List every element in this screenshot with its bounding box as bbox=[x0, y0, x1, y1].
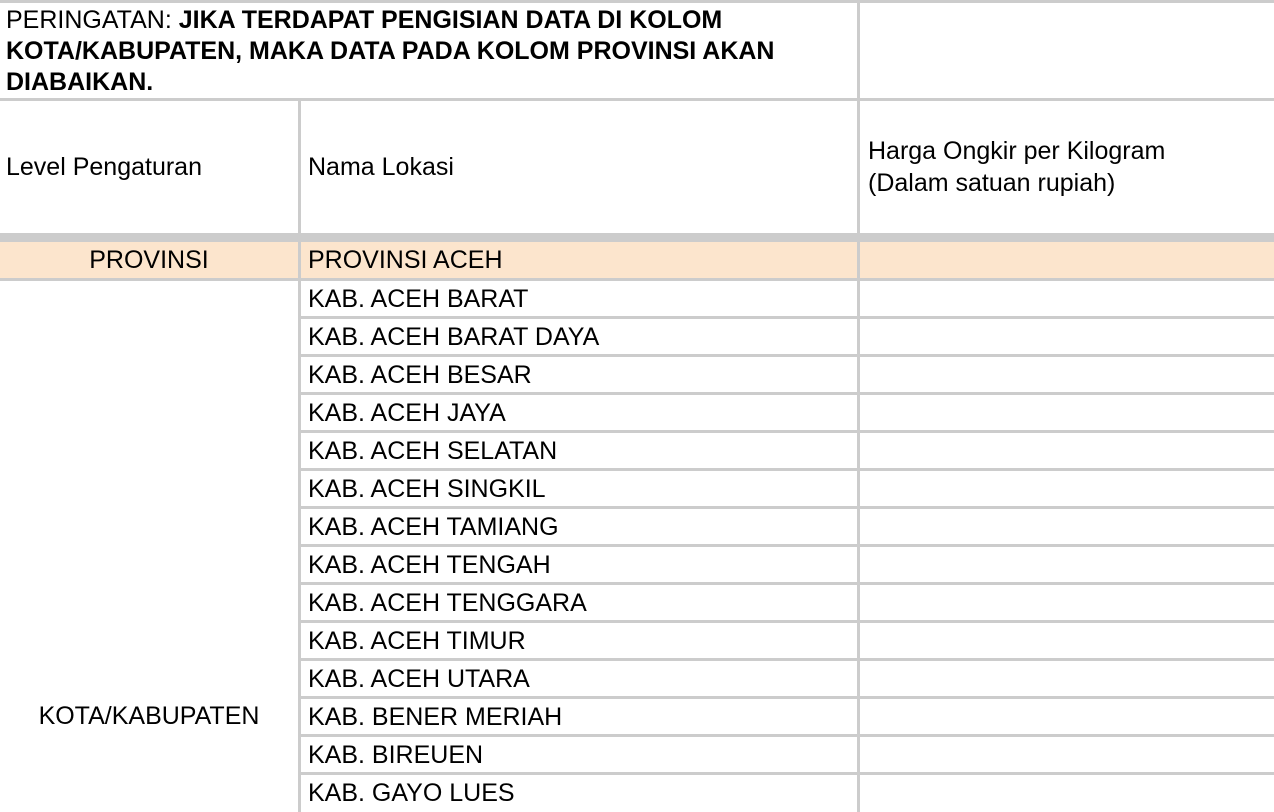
grid-hline bbox=[0, 278, 1274, 281]
city-location-cell[interactable] bbox=[308, 512, 856, 542]
warning-prefix: PERINGATAN: bbox=[6, 6, 179, 34]
grid-vline bbox=[857, 0, 860, 812]
header-location-cell[interactable] bbox=[308, 151, 856, 183]
city-location-label: KAB. ACEH TENGAH bbox=[308, 551, 551, 579]
city-location-label: KAB. ACEH BARAT bbox=[308, 285, 529, 313]
header-separator bbox=[0, 233, 1274, 242]
city-location-label: KAB. ACEH BARAT DAYA bbox=[308, 323, 600, 351]
city-location-label: KAB. ACEH SELATAN bbox=[308, 437, 558, 465]
city-location-label: KAB. ACEH TIMUR bbox=[308, 627, 526, 655]
city-location-cell[interactable] bbox=[308, 398, 856, 428]
city-location-label: KAB. ACEH SINGKIL bbox=[308, 475, 546, 503]
grid-hline bbox=[298, 354, 1274, 357]
grid-hline bbox=[298, 772, 1274, 775]
header-price-line-1: Harga Ongkir per Kilogram bbox=[868, 137, 1166, 165]
city-location-label: KAB. ACEH TENGGARA bbox=[308, 589, 587, 617]
header-level-cell[interactable] bbox=[6, 151, 296, 183]
city-location-label: KAB. ACEH TAMIANG bbox=[308, 513, 559, 541]
city-location-cell[interactable] bbox=[308, 436, 856, 466]
city-location-label: KAB. ACEH UTARA bbox=[308, 665, 530, 693]
city-level-label: KOTA/KABUPATEN bbox=[38, 702, 260, 730]
warning-line-2: KOTA/KABUPATEN, MAKA DATA PADA KOLOM PROVINSI AKAN bbox=[6, 37, 775, 65]
province-location-cell[interactable] bbox=[308, 245, 856, 275]
city-location-cell[interactable] bbox=[308, 360, 856, 390]
city-location-label: KAB. ACEH JAYA bbox=[308, 399, 506, 427]
grid-hline bbox=[0, 98, 1274, 101]
city-location-cell[interactable] bbox=[308, 664, 856, 694]
grid-hline bbox=[0, 0, 1274, 3]
warning-line-1: JIKA TERDAPAT PENGISIAN DATA DI KOLOM bbox=[178, 6, 723, 34]
city-location-label: KAB. GAYO LUES bbox=[308, 779, 515, 807]
header-price-cell[interactable] bbox=[868, 135, 1268, 199]
grid-vline bbox=[298, 98, 301, 812]
grid-hline bbox=[298, 430, 1274, 433]
header-price-line-2: (Dalam satuan rupiah) bbox=[868, 169, 1116, 197]
city-location-label: KAB. ACEH BESAR bbox=[308, 361, 532, 389]
grid-hline bbox=[298, 696, 1274, 699]
city-location-cell[interactable] bbox=[308, 740, 856, 770]
city-location-cell[interactable] bbox=[308, 702, 856, 732]
city-location-cell[interactable] bbox=[308, 284, 856, 314]
city-location-cell[interactable] bbox=[308, 626, 856, 656]
city-location-label: KAB. BIREUEN bbox=[308, 741, 484, 769]
grid-hline bbox=[298, 468, 1274, 471]
grid-hline bbox=[298, 392, 1274, 395]
grid-hline bbox=[298, 544, 1274, 547]
grid-hline bbox=[298, 658, 1274, 661]
grid-hline bbox=[298, 734, 1274, 737]
city-location-cell[interactable] bbox=[308, 588, 856, 618]
grid-hline bbox=[298, 316, 1274, 319]
warning-cell[interactable] bbox=[6, 5, 856, 98]
grid-hline bbox=[298, 506, 1274, 509]
city-location-cell[interactable] bbox=[308, 550, 856, 580]
province-location-label: PROVINSI ACEH bbox=[308, 246, 503, 274]
city-level-cell[interactable] bbox=[0, 701, 298, 731]
grid-hline bbox=[298, 620, 1274, 623]
province-level-label: PROVINSI bbox=[89, 246, 209, 274]
warning-line-3: DIABAIKAN. bbox=[6, 68, 154, 96]
grid-hline bbox=[298, 582, 1274, 585]
city-location-cell[interactable] bbox=[308, 322, 856, 352]
header-level-label: Level Pengaturan bbox=[6, 153, 202, 181]
province-level-cell[interactable] bbox=[0, 245, 298, 275]
header-location-label: Nama Lokasi bbox=[308, 153, 454, 181]
city-location-cell[interactable] bbox=[308, 474, 856, 504]
city-location-label: KAB. BENER MERIAH bbox=[308, 703, 563, 731]
city-location-cell[interactable] bbox=[308, 778, 856, 808]
